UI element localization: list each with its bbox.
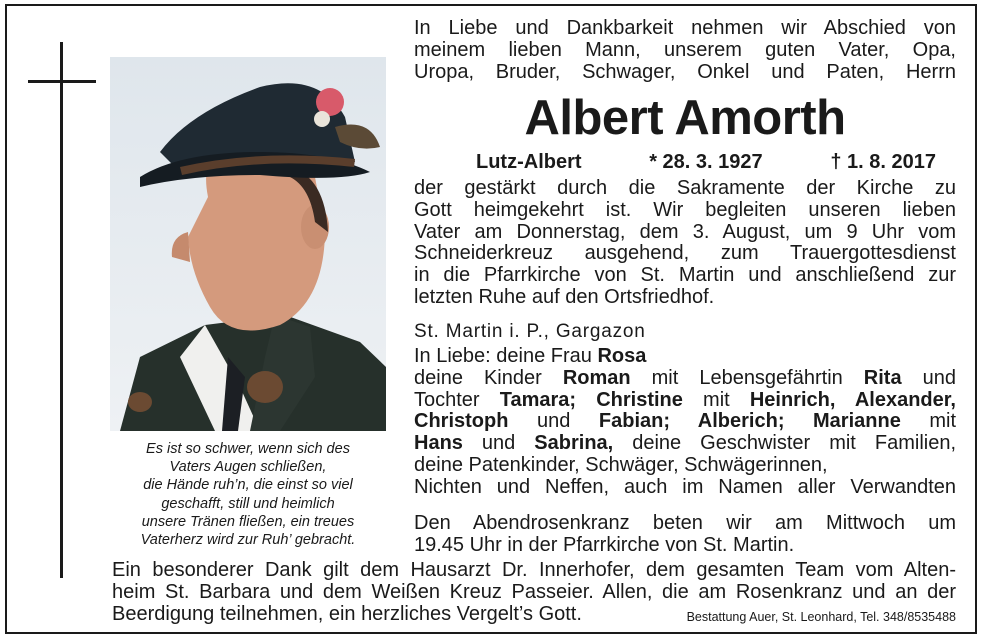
poem-line: Es ist so schwer, wenn sich des — [146, 441, 350, 457]
text-line: der gestärkt durch die Sakramente der Kirche zu — [414, 177, 956, 199]
life-dates — [476, 150, 936, 174]
funeral-paragraph — [414, 178, 956, 309]
family-line: Nichten und Neffen, auch im Namen aller Verwandten — [414, 475, 956, 498]
birth-date: * 28. 3. 1927 — [649, 151, 763, 173]
poem-line: unsere Tränen fließen, ein treues — [141, 513, 355, 530]
intro-line: meinem lieben Mann, unserem guten Vater, Opa, — [414, 38, 956, 61]
family-line: deine Patenkinder, Schwäger, Schwägerinnen, — [414, 453, 828, 476]
text-line: Vater am Donnerstag, dem 3. August, um 9 Uhr vom — [414, 220, 956, 243]
rosary-paragraph — [414, 513, 956, 557]
intro-line: In Liebe und Dankbarkeit nehmen wir Abschied von — [414, 17, 956, 39]
text-line: letzten Ruhe auf den Ortsfriedhof. — [414, 285, 715, 308]
death-date: † 1. 8. 2017 — [830, 151, 936, 173]
intro-line: Uropa, Bruder, Schwager, Onkel und Paten, Herrn — [414, 60, 956, 83]
family-line: Tochter Tamara; Christine mit Heinrich, Alexander, — [414, 388, 956, 411]
cross-vertical-bar — [60, 42, 63, 578]
thanks-line: heim St. Barbara und dem Weißen Kreuz Passeier. Allen, die am Rosenkranz und an der — [112, 580, 956, 603]
poem-line: die Hände ruh’n, die einst so viel — [143, 477, 353, 494]
family-line: deine Kinder Roman mit Lebensgefährtin Rita und — [414, 366, 956, 389]
memorial-poem — [112, 440, 384, 549]
rosary-line: Den Abendrosenkranz beten wir am Mittwoch um — [414, 512, 956, 534]
family-line: In Liebe: deine Frau Rosa — [414, 345, 647, 367]
family-line: Christoph und Fabian; Alberich; Marianne mit — [414, 410, 957, 433]
place-line: St. Martin i. P., Gargazon — [414, 321, 646, 342]
family-list — [414, 346, 956, 499]
portrait-photo — [110, 57, 386, 431]
family-line: Hans und Sabrina, deine Geschwister mit Familien, — [414, 432, 957, 455]
poem-line: geschafft, still und heimlich — [161, 495, 335, 512]
text-line: Schneiderkreuz ausgehend, zum Trauergottesdienst — [414, 242, 956, 265]
text-line: Gott heimgekehrt ist. Wir begleiten unseren lieben — [414, 198, 956, 221]
rosary-line: 19.45 Uhr in der Pfarrkirche von St. Martin. — [414, 533, 795, 556]
poem-line: Vaters Augen schließen, — [169, 459, 327, 476]
thanks-line: Beerdigung teilnehmen, ein herzliches Vergelt’s Gott. — [112, 602, 582, 625]
text-line: in die Pfarrkirche von St. Martin und anschließend zur — [414, 264, 956, 287]
poem-line: Vaterherz wird zur Ruh’ gebracht. — [140, 532, 356, 549]
intro-paragraph — [414, 18, 956, 83]
cross-horizontal-bar — [28, 80, 96, 83]
deceased-name: Albert Amorth — [524, 91, 846, 145]
nickname: Lutz-Albert — [476, 151, 582, 173]
funeral-home-credit: Bestattung Auer, St. Leonhard, Tel. 348/8535488 — [686, 610, 956, 624]
thanks-line: Ein besonderer Dank gilt dem Hausarzt Dr. Innerhofer, dem gesamten Team vom Alten- — [112, 559, 956, 581]
